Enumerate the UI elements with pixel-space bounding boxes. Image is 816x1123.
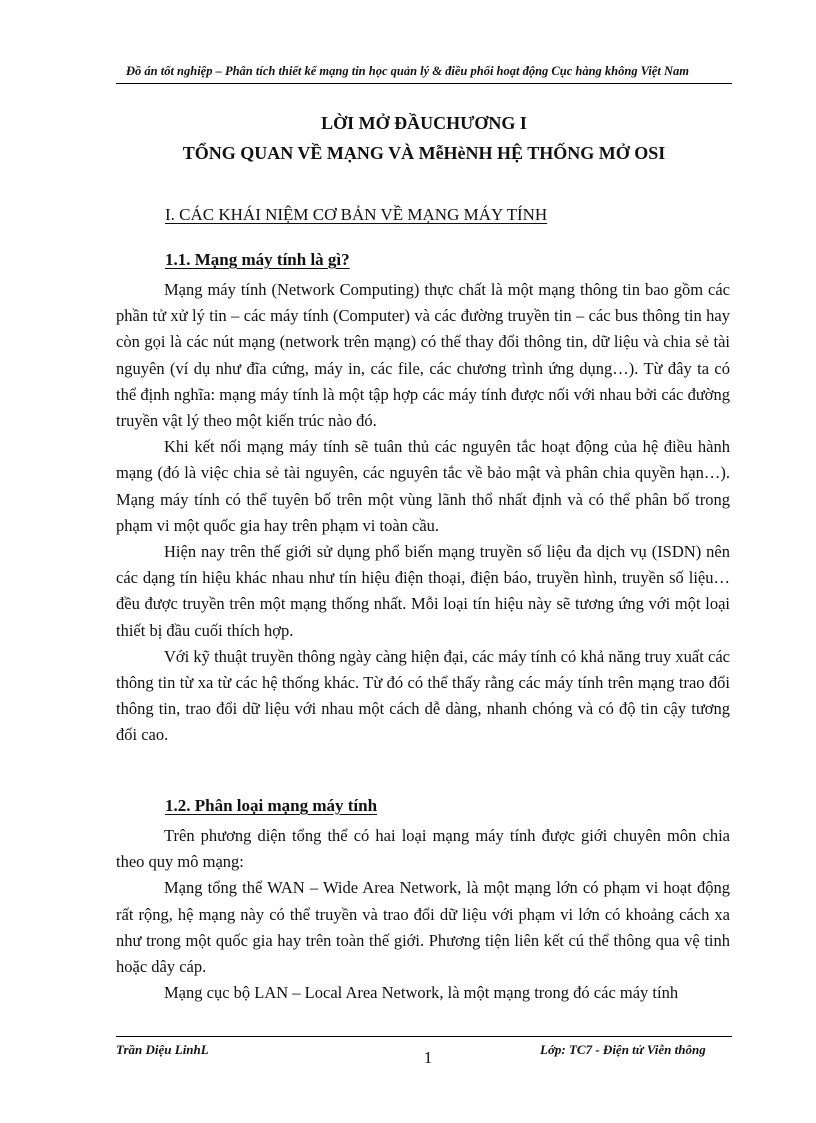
footer-author: Trần Diệu LinhL — [116, 1042, 209, 1057]
paragraph: Mạng tổng thể WAN – Wide Area Network, là một mạng lớn có phạm vi hoạt động rất rộng, hệ mạng này có thể truyền và trao đổi dữ liệu với phạm vi lớn có khoảng cách xa như trong một quốc gia hay trên toàn thế giới. Phương tiện liên kết cú thể thông qua vệ tinh hoặc dây cáp. — [116, 878, 730, 977]
paragraph: Hiện nay trên thế giới sử dụng phổ biến mạng truyền số liệu đa dịch vụ (ISDN) nên các dạng tín hiệu khác nhau như tín hiệu điện thoại, điện báo, truyền hình, truyền số liệu… đều được truyền trên một mạng thống nhất. Mỗi loại tín hiệu này sẽ tương ứng với một loại thiết bị đầu cuối thích hợp. — [116, 542, 730, 640]
paragraph: Trên phương diện tổng thể có hai loại mạng máy tính được giới chuyên môn chia theo quy mô mạng: — [116, 826, 730, 872]
page-number: 1 — [423, 1048, 433, 1067]
subsection-heading-1-1: 1.1. Mạng máy tính là gì? — [165, 250, 350, 269]
chapter-title: TỔNG QUAN VỀ MẠNG VÀ MễHèNH HỆ THỐNG MỞ OSI — [182, 143, 666, 163]
header-divider — [116, 83, 732, 84]
footer-divider — [116, 1036, 732, 1037]
subsection-heading-1-2: 1.2. Phân loại mạng máy tính — [165, 796, 378, 815]
paragraph: Với kỹ thuật truyền thông ngày càng hiện đại, các máy tính có khả năng truy xuất các thông tin từ xa từ các hệ thống khác. Từ đó có thể thấy rằng các máy tính trên mạng trao đổi thông tin, trao đổi dữ liệu với nhau một cách dễ dàng, nhanh chóng và có độ tin cậy tương đối cao. — [116, 646, 730, 745]
subsection-1-1-body — [116, 277, 730, 749]
subsection-1-2-body — [116, 823, 730, 1006]
paragraph: Khi kết nối mạng máy tính sẽ tuân thủ các nguyên tắc hoạt động của hệ điều hành mạng (đó là việc chia sẻ tài nguyên, các nguyên tắc về bảo mật và phân chia quyền hạn…). Mạng máy tính có thể tuyên bố trên một vùng lãnh thổ nhất định và có thể phân bố trong phạm vi một quốc gia hay trên phạm vi toàn cầu. — [116, 437, 730, 535]
paragraph: Mạng máy tính (Network Computing) thực chất là một mạng thông tin bao gồm các phần tử xử lý tin – các máy tính (Computer) và các đường truyền tin – các bus thông tin hay còn gọi là các nút mạng (network trên mạng) có thể thay đổi thông tin, dữ liệu và chia sẻ tài nguyên (ví dụ như đĩa cứng, máy in, các file, các chương trình ứng dụng…). Từ đây ta có thể định nghĩa: mạng máy tính là một tập hợp các máy tính được nối với nhau bởi các đường truyền vật lý theo một kiến trúc nào đó. — [116, 280, 730, 431]
paragraph: Mạng cục bộ LAN – Local Area Network, là một mạng trong đó các máy tính — [164, 983, 679, 1003]
footer-class-info: Lớp: TC7 - Điện tử Viễn thông — [540, 1042, 706, 1057]
running-header: Đồ án tốt nghiệp – Phân tích thiết kế mạng tin học quản lý & điều phối hoạt động Cục hàng không Việt Nam — [126, 64, 689, 78]
section-heading: I. CÁC KHÁI NIỆM CƠ BẢN VỀ MẠNG MÁY TÍNH — [165, 205, 548, 224]
document-title: LỜI MỞ ĐẦUCHƯƠNG I — [321, 113, 527, 133]
